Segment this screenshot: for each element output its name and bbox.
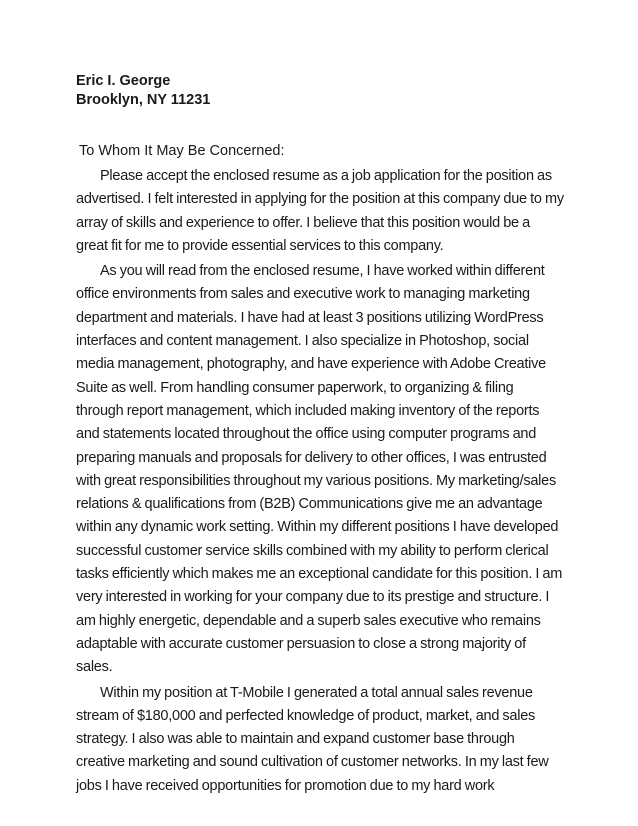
paragraph-2: As you will read from the enclosed resume, I have worked within different office environments from sales and executive work to managing marketing department and materials. I have had at least 3 positions utilizing WordPress interfaces and content management. I also specialize in Photoshop, social media management, photography, and have experience with Adobe Creative Suite as well. From handling consumer paperwork, to organizing & filing through report management, which included making inventory of the reports and statements located throughout the office using computer programs and preparing manuals and proposals for delivery to other offices, I was entrusted with great responsibilities throughout my various positions. My marketing/sales relations & qualifications from (B2B) Communications give me an advantage within any dynamic work setting. Within my different positions I have developed successful customer service skills combined with my ability to perform clerical tasks efficiently which makes me an exceptional candidate for this position. I am very interested in working for your company due to its prestige and structure. I am highly energetic, dependable and a superb sales executive who remains adaptable with accurate customer persuasion to close a strong majority of sales. bbox=[76, 263, 563, 676]
paragraph-1: Please accept the enclosed resume as a job application for the position as advertised. I felt interested in applying for the position at this company due to my array of skills and experience to offer. I believe that this position would be a great fit for me to provide essential services to this company. bbox=[76, 168, 564, 254]
letter-body bbox=[76, 165, 564, 798]
paragraph-3: Within my position at T-Mobile I generated a total annual sales revenue stream of $180,000 and perfected knowledge of product, market, and sales strategy. I also was able to maintain and expand customer base through creative marketing and sound cultivation of customer networks. In my last few jobs I have received opportunities for promotion due to my hard work bbox=[76, 684, 549, 794]
sender-name: Eric I. George bbox=[76, 73, 171, 89]
sender-block bbox=[76, 72, 210, 110]
sender-location: Brooklyn, NY 11231 bbox=[76, 92, 211, 108]
salutation: To Whom It May Be Concerned: bbox=[79, 143, 285, 159]
